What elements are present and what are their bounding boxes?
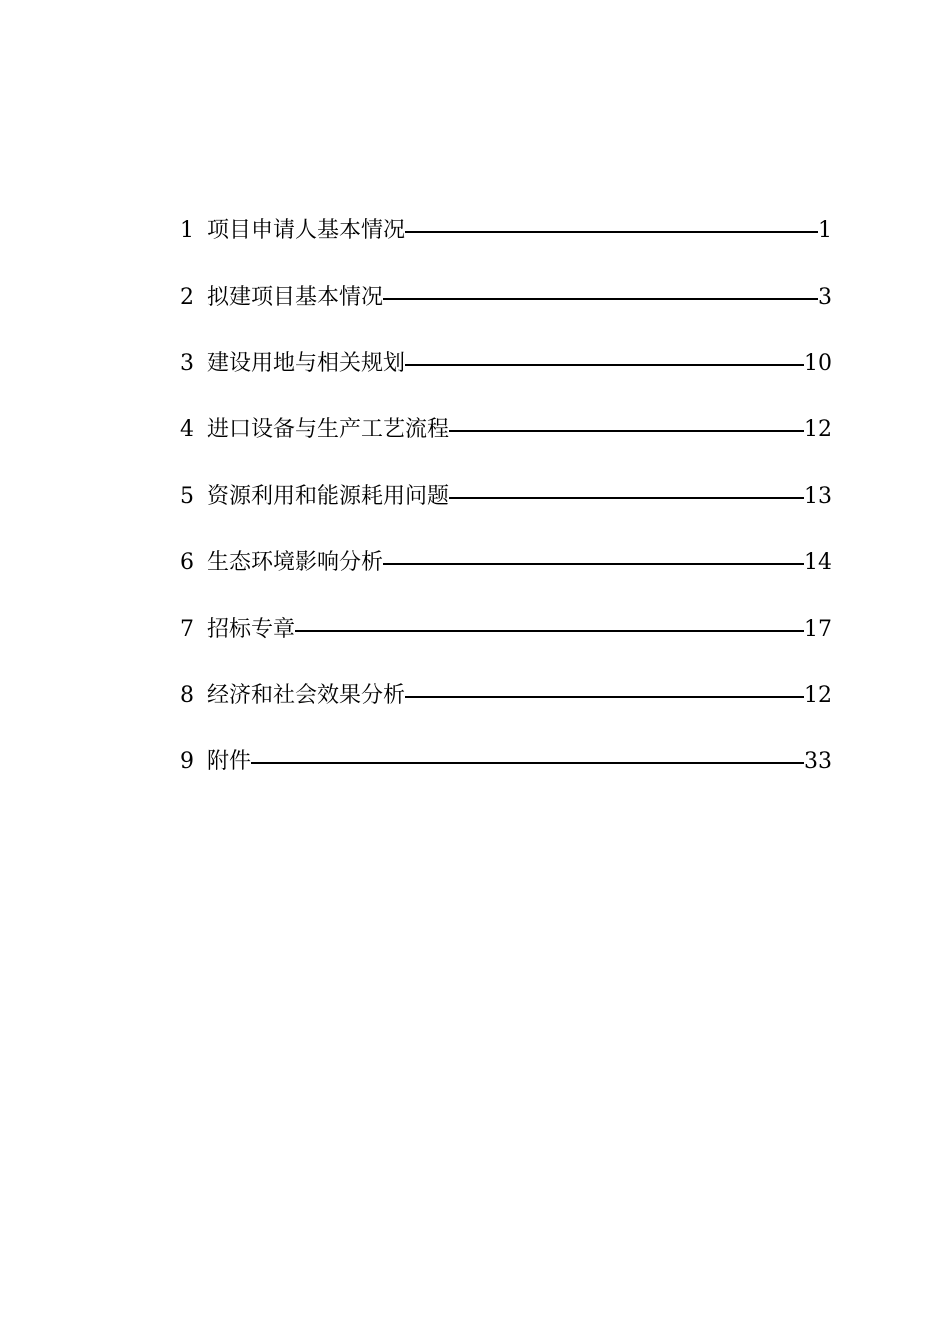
toc-entry-number: 5 (180, 483, 194, 509)
toc-leader-line (405, 231, 818, 233)
toc-entry-title: 生态环境影响分析 (207, 550, 384, 576)
toc-leader-line (449, 430, 804, 432)
toc-leader-line (383, 563, 804, 565)
toc-entry-page: 14 (804, 550, 832, 576)
toc-entry-title: 经济和社会效果分析 (207, 682, 406, 708)
toc-entry-title: 项目申请人基本情况 (207, 218, 406, 244)
toc-entry-page: 10 (804, 350, 832, 376)
toc-entry-title: 拟建项目基本情况 (207, 284, 384, 310)
toc-leader-line (295, 630, 804, 632)
toc-entry-title: 资源利用和能源耗用问题 (207, 483, 450, 509)
toc-entry (180, 397, 832, 463)
toc-entry (180, 663, 832, 729)
toc-entry (180, 729, 832, 795)
toc-entry-number: 4 (180, 417, 194, 443)
toc-entry-number: 9 (180, 749, 194, 775)
toc-entry-title: 招标专章 (207, 616, 296, 642)
toc-leader-line (251, 762, 804, 764)
toc-entry-page: 1 (818, 218, 832, 244)
toc-leader-line (449, 497, 804, 499)
toc-entry-page: 33 (804, 749, 832, 775)
toc-entry-page: 12 (804, 417, 832, 443)
toc-entry (180, 530, 832, 596)
toc-entry-title: 进口设备与生产工艺流程 (207, 417, 450, 443)
toc-leader-line (383, 298, 818, 300)
toc-entry-number: 6 (180, 550, 194, 576)
toc-entry (180, 596, 832, 662)
toc-entry-number: 3 (180, 350, 194, 376)
toc-entry-title: 附件 (207, 749, 252, 775)
toc-entry (180, 331, 832, 397)
toc-entry-page: 13 (804, 483, 832, 509)
toc-entry-number: 8 (180, 682, 194, 708)
table-of-contents (180, 198, 832, 796)
toc-leader-line (405, 696, 804, 698)
toc-leader-line (405, 364, 804, 366)
toc-entry-page: 17 (804, 616, 832, 642)
toc-entry-number: 1 (180, 218, 194, 244)
toc-entry-page: 3 (818, 284, 832, 310)
toc-entry-title: 建设用地与相关规划 (207, 350, 406, 376)
toc-entry-page: 12 (804, 682, 832, 708)
toc-entry (180, 198, 832, 264)
toc-entry-number: 2 (180, 284, 194, 310)
toc-entry (180, 264, 832, 330)
toc-entry (180, 464, 832, 530)
toc-entry-number: 7 (180, 616, 194, 642)
